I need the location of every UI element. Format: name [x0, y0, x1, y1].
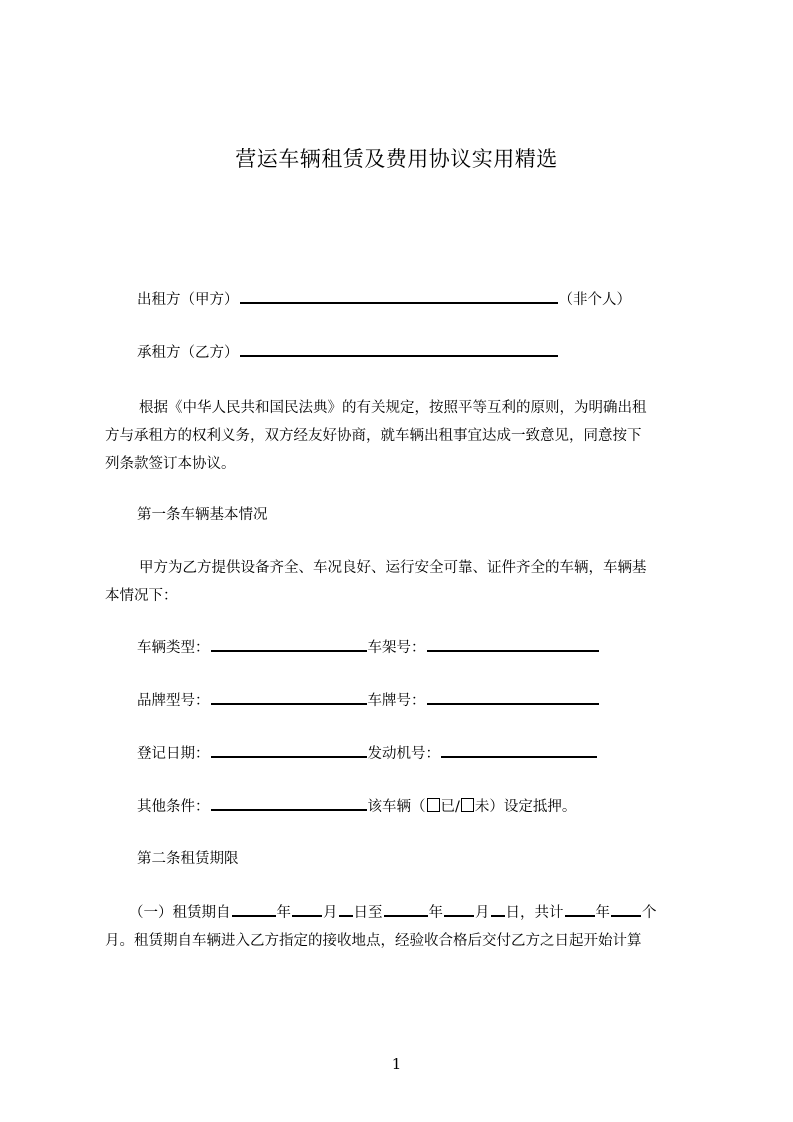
lessor-blank[interactable]	[240, 290, 558, 304]
start-year-blank[interactable]	[232, 903, 276, 917]
term-day-to: 日至	[353, 905, 383, 921]
plate-no-blank[interactable]	[427, 691, 599, 705]
term-year-3: 年	[595, 905, 610, 921]
term-line-2: 月。租赁期自车辆进入乙方指定的接收地点，经验收合格后交付乙方之日起开始计算	[105, 933, 642, 949]
term-year-1: 年	[276, 905, 291, 921]
start-month-blank[interactable]	[292, 903, 322, 917]
intro-line-1: 根据《中华人民共和国民法典》的有关规定，按照平等互利的原则，为明确出租	[139, 400, 647, 416]
lessor-label: 出租方（甲方）	[137, 292, 239, 308]
term-month-1: 月	[323, 905, 338, 921]
other-conditions-row	[137, 797, 793, 817]
frame-no-label: 车架号：	[367, 640, 426, 656]
article-2-heading: 第二条租赁期限	[137, 851, 239, 867]
brand-model-label: 品牌型号：	[137, 693, 210, 709]
term-prefix: （一）租赁期自	[129, 905, 231, 921]
engine-no-blank[interactable]	[441, 744, 597, 758]
intro-line-2: 方与承租方的权利义务，双方经友好协商，就车辆出租事宜达成一致意见，同意按下	[105, 428, 642, 444]
lessee-blank[interactable]	[240, 343, 558, 357]
end-day-blank[interactable]	[491, 903, 505, 917]
vehicle-intro-line-1: 甲方为乙方提供设备齐全、车况良好、运行安全可靠、证件齐全的车辆，车辆基	[139, 560, 647, 576]
mortgage-no-checkbox[interactable]	[461, 798, 474, 812]
page-number: 1	[391, 1055, 402, 1073]
brand-model-blank[interactable]	[211, 691, 367, 705]
vehicle-intro-line-2: 本情况下：	[105, 588, 178, 604]
lessee-line	[137, 343, 793, 363]
end-month-blank[interactable]	[444, 903, 474, 917]
engine-no-label: 发动机号：	[367, 746, 440, 762]
start-day-blank[interactable]	[339, 903, 353, 917]
total-years-blank[interactable]	[565, 903, 595, 917]
intro-line-3: 列条款签订本协议。	[105, 456, 236, 472]
other-blank[interactable]	[211, 797, 367, 811]
lessor-line	[137, 290, 793, 310]
mortgage-no-label: 未）设定抵押。	[474, 799, 577, 815]
total-months-blank[interactable]	[611, 903, 641, 917]
term-month-2: 月	[475, 905, 490, 921]
other-label: 其他条件：	[137, 799, 210, 815]
lessee-label: 承租方（乙方）	[137, 345, 239, 361]
lessor-suffix: （非个人）	[558, 292, 631, 308]
page-title: 营运车辆租赁及费用协议实用精选	[235, 147, 558, 171]
plate-no-label: 车牌号：	[367, 693, 426, 709]
register-date-row	[137, 744, 793, 764]
brand-model-row	[137, 691, 793, 711]
term-months: 个	[642, 905, 657, 921]
register-date-blank[interactable]	[211, 744, 367, 758]
term-line-1	[129, 903, 793, 923]
frame-no-blank[interactable]	[427, 638, 599, 652]
end-year-blank[interactable]	[384, 903, 428, 917]
register-date-label: 登记日期：	[137, 746, 210, 762]
article-1-heading: 第一条车辆基本情况	[137, 507, 268, 523]
term-day-total: 日，共计	[505, 905, 564, 921]
mortgage-yes-checkbox[interactable]	[427, 798, 440, 812]
term-year-2: 年	[428, 905, 443, 921]
mortgage-yes-label: 已/	[440, 799, 460, 815]
vehicle-type-blank[interactable]	[211, 638, 367, 652]
mortgage-prefix: 该车辆（	[367, 799, 426, 815]
vehicle-type-label: 车辆类型：	[137, 640, 210, 656]
vehicle-type-row	[137, 638, 793, 658]
